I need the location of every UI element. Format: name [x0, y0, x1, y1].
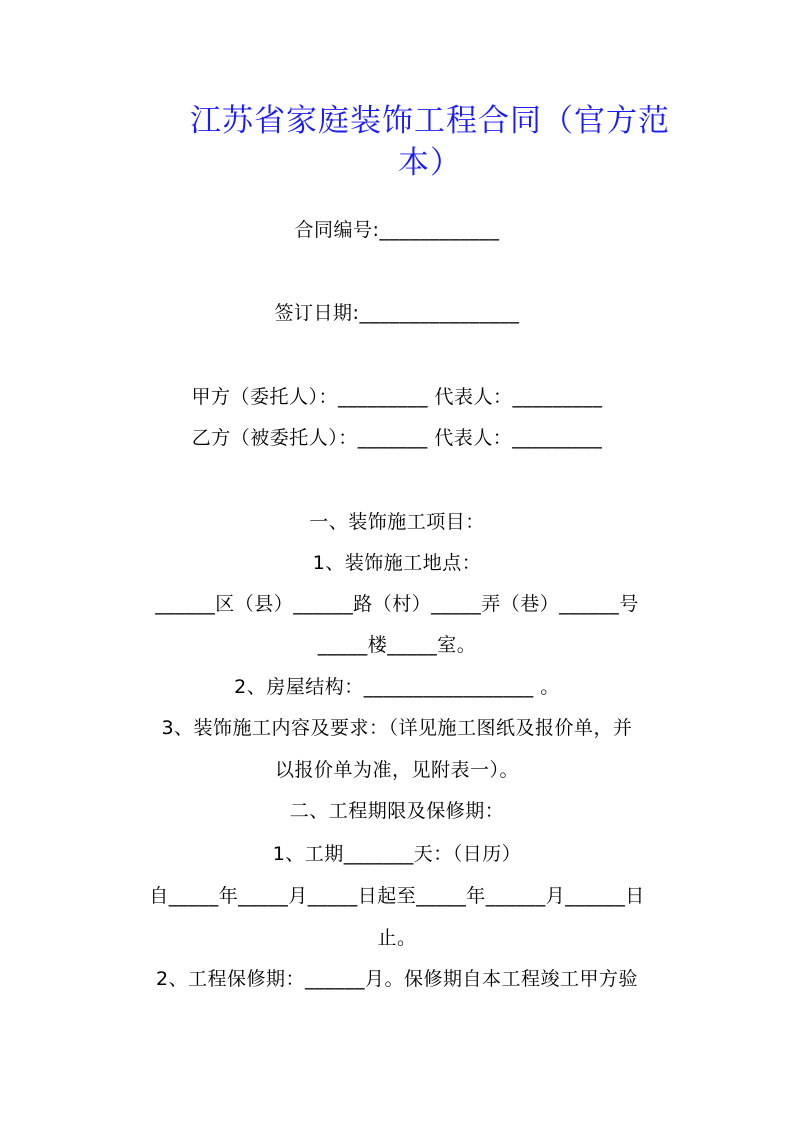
- section-2-heading: 二、工程期限及保修期：: [289, 800, 505, 822]
- date-range-line-2: 止。: [377, 927, 417, 949]
- item-3-line-2: 以报价单为准，见附表一）。: [274, 759, 519, 781]
- warranty-line: 2、工程保修期：______月。保修期自本工程竣工甲方验: [155, 968, 639, 990]
- address-line-1: ______区（县）______路（村）_____弄（巷）______号: [155, 593, 639, 615]
- item-3-line-1: 3、装饰施工内容及要求：（详见施工图纸及报价单，并: [161, 717, 633, 739]
- section-1-heading: 一、装饰施工项目：: [309, 511, 485, 533]
- period-line: 1、工期_______天：（日历）: [272, 843, 522, 865]
- item-1-heading: 1、装饰施工地点：: [312, 552, 482, 574]
- date-range-line-1: 自_____年_____月_____日起至_____年______月______日: [149, 885, 645, 907]
- contract-number-line: 合同编号:____________: [294, 219, 500, 241]
- document-title: 江苏省家庭装饰工程合同（官方范本）: [190, 103, 670, 181]
- item-2-structure: 2、房屋结构：_________________ 。: [234, 676, 560, 698]
- address-line-2: _____楼_____室。: [317, 634, 477, 656]
- party-a-line: 甲方（委托人）：_________ 代表人：_________: [191, 386, 603, 408]
- signing-date-line: 签订日期:________________: [274, 302, 520, 324]
- party-b-line: 乙方（被委托人）：_______ 代表人：_________: [191, 427, 603, 449]
